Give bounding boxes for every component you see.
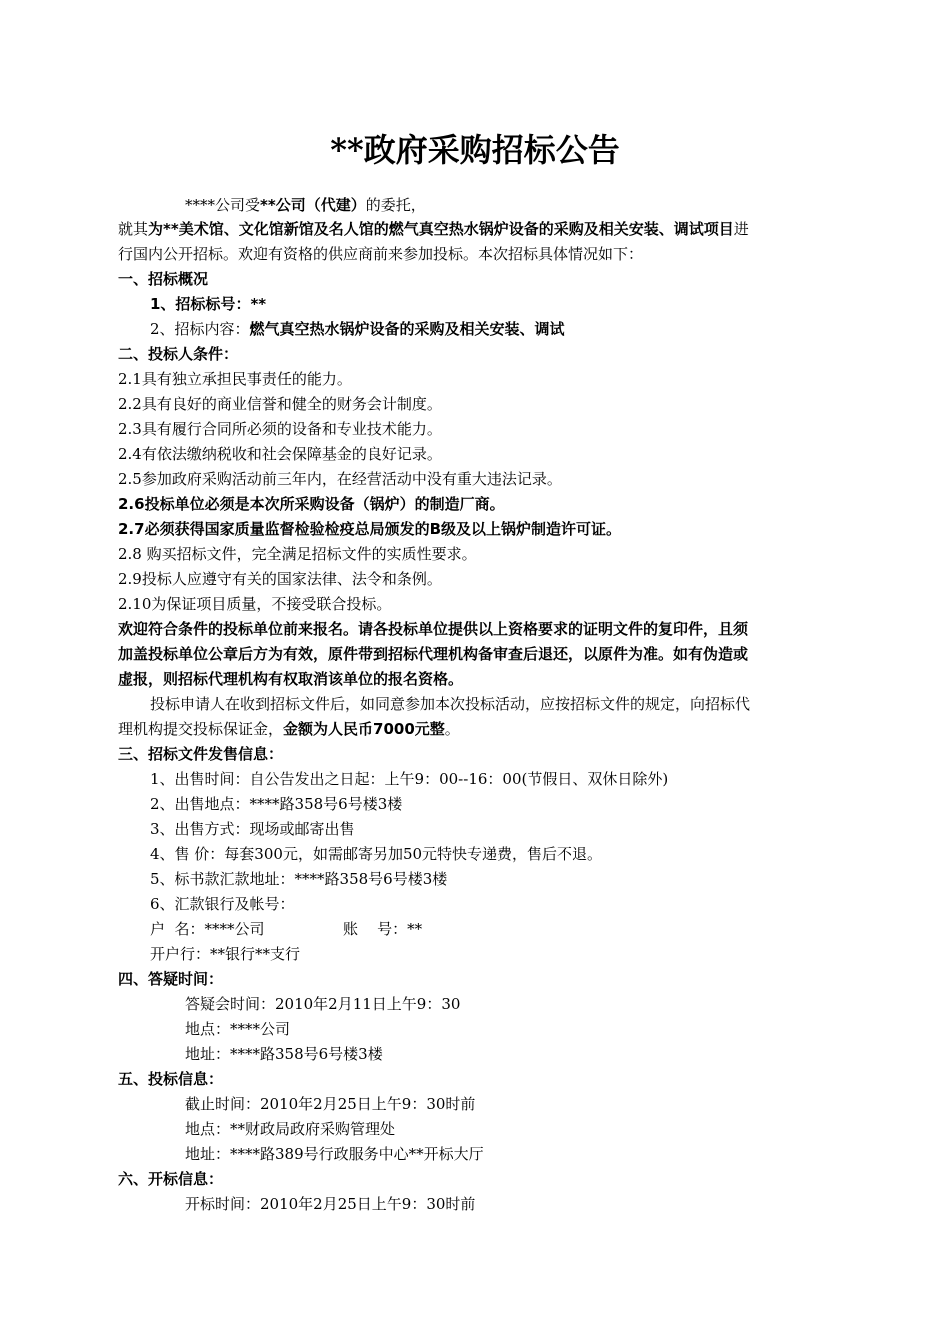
section-heading-overview: 一、招标概况 <box>118 270 209 288</box>
condition-item: 2.7必须获得国家质量监督检验检疫总局颁发的B级及以上锅炉制造许可证。 <box>118 520 622 538</box>
account-number: 账 号：** <box>343 920 423 938</box>
sale-item: 6、汇款银行及帐号： <box>150 895 295 913</box>
deposit-text: 。 <box>444 720 460 738</box>
bid-content-label: 2、招标内容： <box>150 320 250 338</box>
deposit-paragraph <box>118 719 460 739</box>
sale-item: 2、出售地点：****路358号6号楼3楼 <box>150 795 403 813</box>
intro-line-3: 行国内公开招标。欢迎有资格的供应商前来参加投标。本次招标具体情况如下： <box>118 245 644 263</box>
intro-text: 进 <box>733 220 749 238</box>
condition-item: 2.3具有履行合同所必须的设备和专业技术能力。 <box>118 420 442 438</box>
sale-item: 1、出售时间：自公告发出之日起：上午9：00--16：00(节假日、双休日除外) <box>150 770 669 788</box>
bid-number: 1、招标标号：** <box>150 295 267 313</box>
intro-text: 的委托， <box>365 196 426 214</box>
bid-info-item: 截止时间：2010年2月25日上午9：30时前 <box>185 1095 476 1113</box>
account-name: 户 名：****公司 <box>150 920 265 938</box>
condition-item: 2.6投标单位必须是本次所采购设备（锅炉）的制造厂商。 <box>118 495 505 513</box>
bank-name: 开户行：**银行**支行 <box>150 945 301 963</box>
section-heading-bid-info: 五、投标信息： <box>118 1070 224 1088</box>
section-heading-bidder-conditions: 二、投标人条件： <box>118 345 239 363</box>
registration-notice: 欢迎符合条件的投标单位前来报名。请各投标单位提供以上资格要求的证明文件的复印件，且须 <box>118 620 749 638</box>
intro-text: 就其 <box>118 220 149 238</box>
section-heading-opening: 六、开标信息： <box>118 1170 224 1188</box>
intro-line-2 <box>118 219 749 239</box>
registration-notice: 虚报，则招标代理机构有权取消该单位的报名资格。 <box>118 670 464 688</box>
intro-text: ****公司受 <box>185 196 261 214</box>
registration-notice: 加盖投标单位公章后方为有效，原件带到招标代理机构备审查后退还，以原件为准。如有伪造或 <box>118 645 749 663</box>
qa-item: 答疑会时间：2010年2月11日上午9：30 <box>185 995 461 1013</box>
qa-item: 地址：****路358号6号楼3楼 <box>185 1045 383 1063</box>
condition-item: 2.5参加政府采购活动前三年内，在经营活动中没有重大违法记录。 <box>118 470 562 488</box>
deposit-amount: 金额为人民币7000元整 <box>283 720 445 738</box>
opening-item: 开标时间：2010年2月25日上午9：30时前 <box>185 1195 476 1213</box>
bid-info-item: 地点：**财政局政府采购管理处 <box>185 1120 396 1138</box>
qa-item: 地点：****公司 <box>185 1020 291 1038</box>
bid-content-value: 燃气真空热水锅炉设备的采购及相关安装、调试 <box>249 320 565 338</box>
bid-info-item: 地址：****路389号行政服务中心**开标大厅 <box>185 1145 484 1163</box>
deposit-text: 理机构提交投标保证金， <box>118 720 284 738</box>
condition-item: 2.4有依法缴纳税收和社会保障基金的良好记录。 <box>118 445 442 463</box>
intro-line-1 <box>185 195 426 215</box>
document-title: **政府采购招标公告 <box>330 131 620 169</box>
condition-item: 2.1具有独立承担民事责任的能力。 <box>118 370 352 388</box>
intro-client: **公司（代建） <box>260 196 366 214</box>
section-heading-sale-info: 三、招标文件发售信息： <box>118 745 284 763</box>
intro-project: 为**美术馆、文化馆新馆及名人馆的燃气真空热水锅炉设备的采购及相关安装、调试项目 <box>148 220 734 238</box>
condition-item: 2.10为保证项目质量，不接受联合投标。 <box>118 595 392 613</box>
condition-item: 2.2具有良好的商业信誉和健全的财务会计制度。 <box>118 395 442 413</box>
bid-content <box>150 319 565 339</box>
sale-item: 3、出售方式：现场或邮寄出售 <box>150 820 355 838</box>
condition-item: 2.9投标人应遵守有关的国家法律、法令和条例。 <box>118 570 442 588</box>
sale-item: 5、标书款汇款地址：****路358号6号楼3楼 <box>150 870 448 888</box>
section-heading-qa: 四、答疑时间： <box>118 970 224 988</box>
sale-item: 4、售 价：每套300元，如需邮寄另加50元特快专递费，售后不退。 <box>150 845 603 863</box>
condition-item: 2.8 购买招标文件，完全满足招标文件的实质性要求。 <box>118 545 477 563</box>
deposit-paragraph: 投标申请人在收到招标文件后，如同意参加本次投标活动，应按招标文件的规定，向招标代 <box>150 695 751 713</box>
